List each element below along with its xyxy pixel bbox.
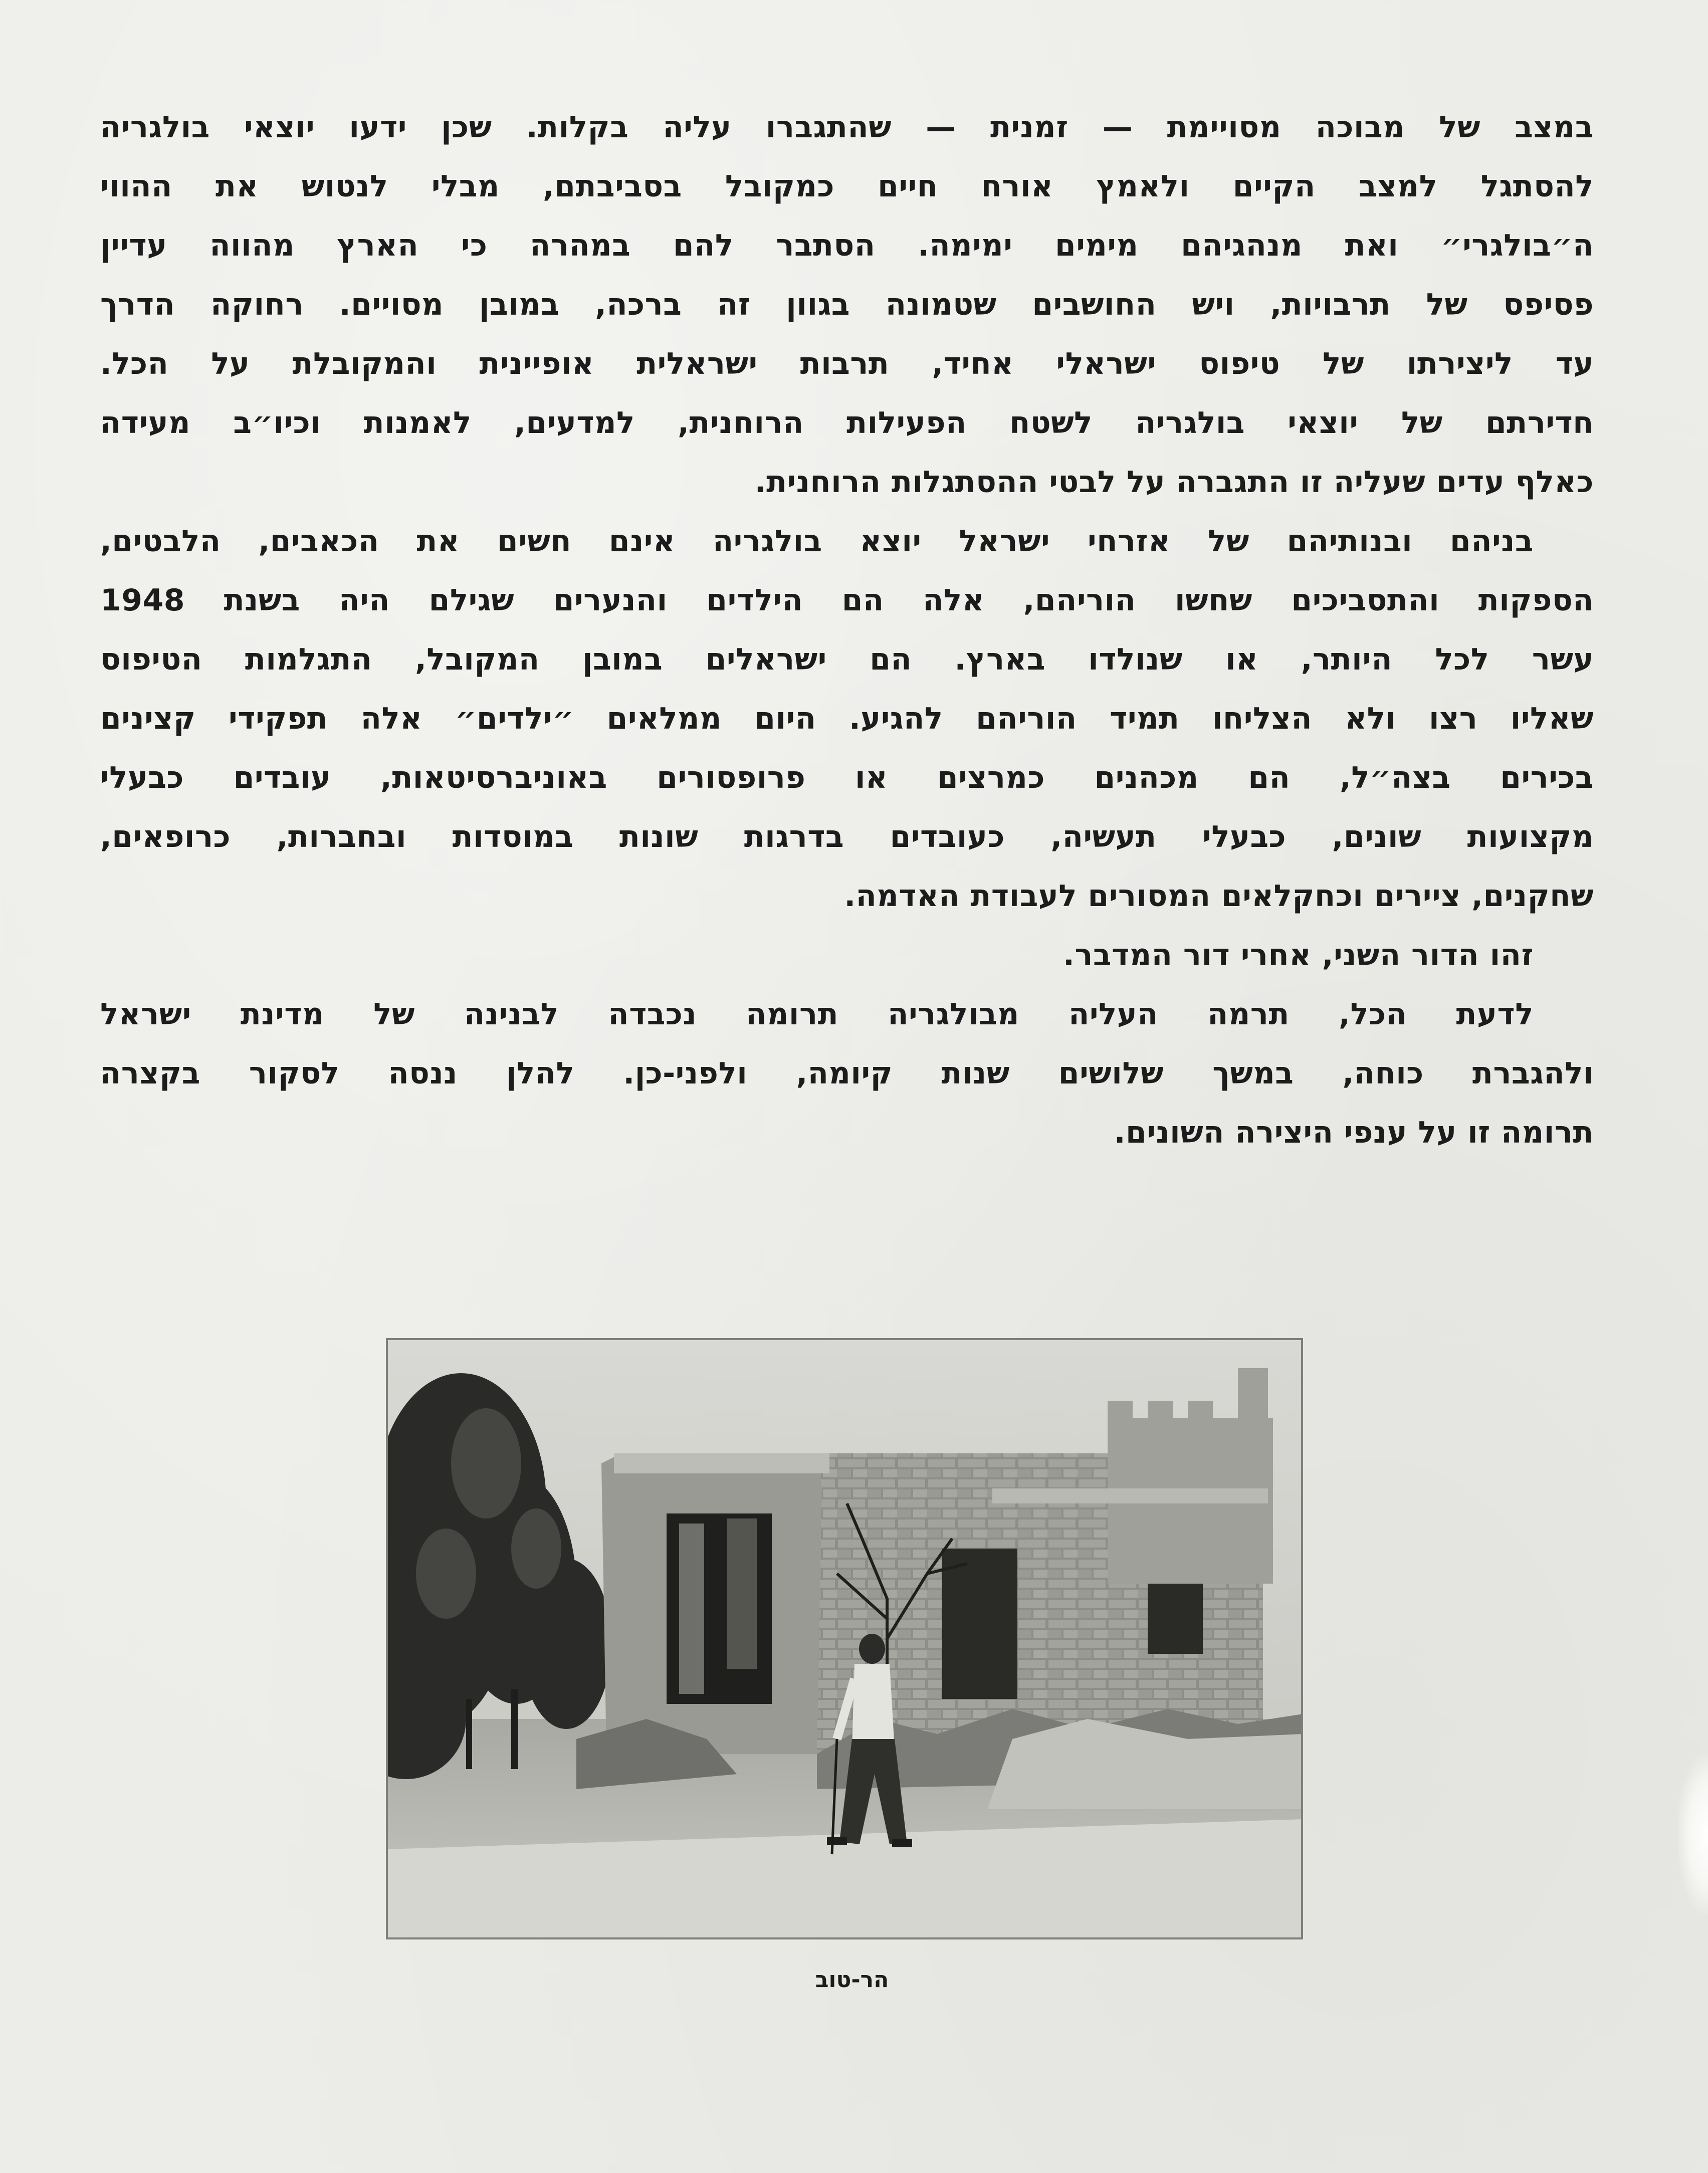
text-line: עשר לכל היותר, או שנולדו בארץ. הם ישראלים במובן המקובל, התגלמות הטיפוס bbox=[100, 642, 1594, 677]
text-line: הספקות והתסביכים שחשו הוריהם, אלה הם הילדים והנערים שגילם היה בשנת 1948 bbox=[100, 583, 1594, 618]
page-edge-shadow bbox=[1678, 1754, 1708, 1914]
text-line: בניהם ובנותיהם של אזרחי ישראל יוצא בולגריה אינם חשים את הכאבים, הלבטים, bbox=[100, 524, 1534, 559]
photo-caption: הר-טוב bbox=[815, 1967, 889, 1993]
photo-ruined-building bbox=[386, 1338, 1303, 1939]
text-line: בכירים בצה״ל, הם מכהנים כמרצים או פרופסורים באוניברסיטאות, עובדים כבעלי bbox=[100, 760, 1594, 795]
text-line: ה״בולגרי״ ואת מנהגיהם מימים ימימה. הסתבר להם במהרה כי הארץ מהווה עדיין bbox=[100, 228, 1594, 263]
text-line: מקצועות שונים, כבעלי תעשיה, כעובדים בדרגות שונות במוסדות ובחברות, כרופאים, bbox=[100, 819, 1594, 854]
text-line: לדעת הכל, תרמה העליה מבולגריה תרומה נכבדה לבנינה של מדינת ישראל bbox=[100, 997, 1534, 1032]
body-text bbox=[100, 98, 1594, 1162]
text-line: עד ליצירתו של טיפוס ישראלי אחיד, תרבות ישראלית אופיינית והמקובלת על הכל. bbox=[100, 346, 1594, 381]
text-line: להסתגל למצב הקיים ולאמץ אורח חיים כמקובל בסביבתם, מבלי לנטוש את ההווי bbox=[100, 169, 1594, 204]
text-line: זהו הדור השני, אחרי דור המדבר. bbox=[1063, 938, 1534, 973]
text-line: תרומה זו על ענפי היצירה השונים. bbox=[1114, 1115, 1594, 1150]
text-line: כאלף עדים שעליה זו התגברה על לבטי ההסתגלות הרוחנית. bbox=[754, 465, 1594, 500]
text-line: במצב של מבוכה מסויימת — זמנית — שהתגברו עליה בקלות. שכן ידעו יוצאי בולגריה bbox=[100, 110, 1594, 145]
text-line: פסיפס של תרבויות, ויש החושבים שטמונה בגוון זה ברכה, במובן מסויים. רחוקה הדרך bbox=[100, 287, 1594, 322]
text-line: חדירתם של יוצאי בולגריה לשטח הפעילות הרוחנית, למדעים, לאמנות וכיו״ב מעידה bbox=[100, 405, 1594, 441]
text-line: שחקנים, ציירים וכחקלאים המסורים לעבודת האדמה. bbox=[844, 879, 1594, 914]
text-line: שאליו רצו ולא הצליחו תמיד הוריהם להגיע. היום ממלאים ״ילדים״ אלה תפקידי קצינים bbox=[100, 701, 1594, 736]
text-line: ולהגברת כוחה, במשך שלושים שנות קיומה, ולפני-כן. להלן ננסה לסקור בקצרה bbox=[100, 1056, 1594, 1091]
